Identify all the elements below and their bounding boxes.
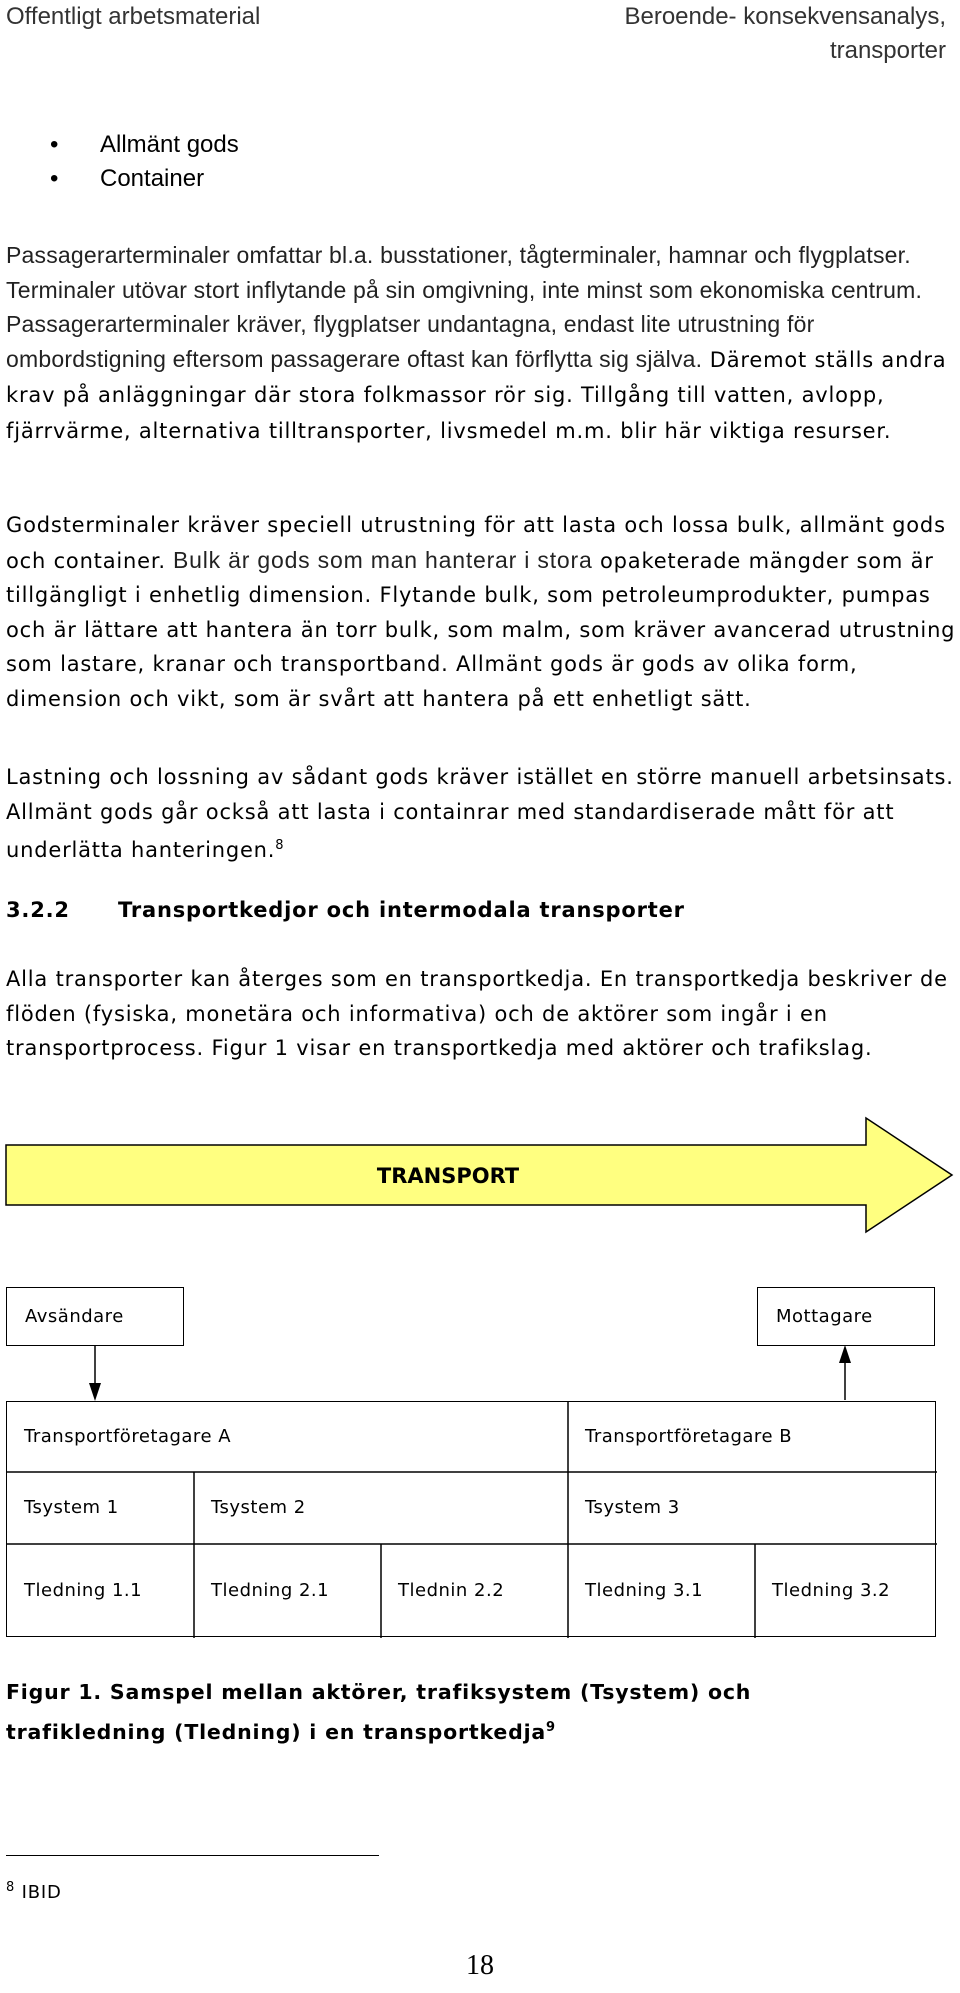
line-1-1-cell: Tledning 1.1: [24, 1579, 143, 1601]
paragraph-loading: Lastning och lossning av sådant gods kräver istället en större manuell arbetsinsats. Allmänt gods går också att lasta i containrar med standardiserade mått för att underlätta hanteringen.$^8$: [6, 765, 954, 862]
sender-box: Avsändare: [6, 1287, 184, 1346]
figure-caption: Figur 1. Samspel mellan aktörer, trafiksystem (Tsystem) och trafikledning (Tledning) i en transportkedja$^9$: [6, 1680, 752, 1744]
paragraph-passenger-terminals: Passagerarterminaler omfattar bl.a. busstationer, tågterminaler, hamnar och flygplatser. Terminaler utövar stort inflytande på sin omgivning, inte minst som ekonomiska centrum. Passagerarterminaler kräver, flygplatser undantagna, endast lite utrustning för ombordstigning eftersom passagerare oftast kan förflytta sig själva. Däremot ställs andra krav på anläggningar där stora folkmassor rör sig. Tillgång till vatten, avlopp, fjärrvärme, alternativa tilltransporter, livsmedel m.m. blir här viktiga resurser.: [6, 242, 947, 443]
carrier-a-cell: Transportföretagare A: [24, 1426, 232, 1447]
carrier-b-cell: Transportföretagare B: [585, 1426, 793, 1447]
system-3-cell: Tsystem 3: [585, 1497, 680, 1518]
line-3-1-cell: Tledning 3.1: [585, 1579, 704, 1601]
footnote: $^8$ IBID: [6, 1880, 62, 1903]
paragraph-transport-chain: Alla transporter kan återges som en transportkedja. En transportkedja beskriver de flöden (fysiska, monetära och informativa) och de aktörer som ingår i en transportprocess. Figur 1 visar en transportkedja med aktörer och trafikslag.: [6, 967, 948, 1060]
receiver-box: Mottagare: [757, 1287, 935, 1346]
header-right-line1: Beroende- konsekvensanalys,: [624, 3, 946, 30]
header-left: Offentligt arbetsmaterial: [6, 3, 261, 30]
header-right: [624, 0, 946, 68]
transport-arrow: [0, 1110, 960, 1240]
bullet-list: [50, 128, 239, 196]
system-2-cell: Tsystem 2: [211, 1497, 306, 1518]
bullet-item: • Allmänt gods: [50, 128, 239, 162]
flow-arrows: [0, 1345, 960, 1405]
caption-footnote-ref: 9: [546, 1720, 556, 1735]
page-number: 18: [466, 1950, 494, 1981]
section-heading: 3.2.2 Transportkedjor och intermodala transporter: [6, 898, 685, 922]
arrow-label: TRANSPORT: [376, 1164, 520, 1188]
footnote-divider: [6, 1855, 379, 1856]
footnote-ref: 8: [275, 838, 285, 853]
system-1-cell: Tsystem 1: [24, 1497, 119, 1518]
line-2-2-cell: Tlednin 2.2: [398, 1579, 505, 1601]
line-2-1-cell: Tledning 2.1: [211, 1579, 330, 1601]
header-right-line2: transporter: [829, 37, 946, 64]
bullet-item: • Container: [50, 162, 239, 196]
paragraph-freight-terminals: Godsterminaler kräver speciell utrustning för att lasta och lossa bulk, allmänt gods och container. Bulk är gods som man hanterar i stora opaketerade mängder som är tillgängligt i enhetlig dimension. Flytande bulk, som petroleumprodukter, pumpas och är lättare att hantera än torr bulk, som malm, som kräver avancerad utrustning som lastare, kranar och transportband. Allmänt gods är gods av olika form, dimension och vikt, som är svårt att hantera på ett enhetligt sätt.: [6, 513, 956, 711]
line-3-2-cell: Tledning 3.2: [772, 1579, 891, 1601]
